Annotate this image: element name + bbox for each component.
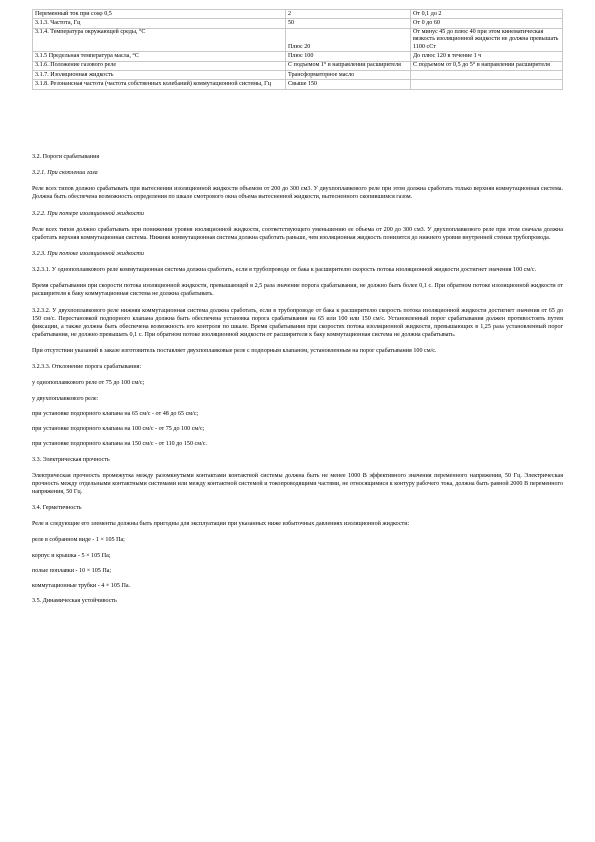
section-heading: 3.4. Герметичность [32,504,82,511]
section-heading: 3.5. Динамическая устойчивость [32,598,117,605]
table-cell-parameter: 3.1.7. Изоляционная жидкость [33,71,286,80]
table-cell-parameter: 3.1.4. Температура окружающей среды, °С [33,28,286,52]
subsection-heading-text: 3.2.3. При потоке изоляционной жидкости [32,251,144,258]
list-item: полые поплавки - 10 × 105 Па; [32,567,112,574]
table-cell-range: От 0 до 60 [411,19,563,28]
subsection-heading [32,169,563,177]
list-item: корпус и крышка - 5 × 105 Па; [32,552,111,559]
paragraph: Электрическая прочность промежутка между разомкнутыми контактами контактной системы должна быть не менее 1000 В эффективного значения переменного напряжения, 50 Гц. Электрическая прочность между отдельными контактными системами или между контактной системой и токопроводящими частями, не относящимися к контуру рабочего тока, должна быть равной 2000 В переменного напряжения, 50 Гц. [32,472,563,495]
table-row [33,19,563,28]
subsection-heading-text: 3.2.2. При потере изоляционной жидкости [32,210,144,217]
table-row [33,52,563,61]
paragraph: 3.2.3.2. У двухпоплавкового реле нижняя коммутационная система должна сработать, если в трубопроводе от бака к расширителю скорость потока изоляционной жидкости достигнет значения от 65 до 150 см/с. Перестановкой подпорного клапана должна быть обеспечена установка порога срабатывания на 65 или 100 или 150 см/с. Установленный порог срабатывания должен противостоять путем фиксации, а также должна быть обеспечена возможность его контроля по шкале. Время срабатывания при скоростях потока изоляционной жидкости, превышающих в 1,25 раза установленный порог срабатывания, не должно превышать 0,1 с. При обратном потоке изоляционной жидкости от расширителя к баку коммутационная система не должна срабатывать. [32,307,563,338]
section-heading: 3.3. Электрическая прочность [32,456,110,463]
table-cell-range [411,71,563,80]
table-cell-nominal: С подъемом 1° в направлении расширителя [286,61,411,70]
table-row [33,61,563,70]
table-cell-parameter: Переменный ток при cosφ 0,5 [33,10,286,19]
table-cell-nominal: Плюс 20 [286,28,411,52]
paragraph: 3.2.3.1. У однопоплавкового реле коммутационная система должна сработать, если в трубопроводе от бака к расширителю скорость потока изоляционной жидкости достигнет значения 100 см/с. [32,267,537,274]
list-item: у однопоплавкового реле от 75 до 100 см/с; [32,380,145,387]
paragraph: При отсутствии указаний в заказе изготовитель поставляет двухпоплавковые реле с подпорным клапаном, установленным на порог срабатывания 100 см/с. [32,347,437,354]
table-cell-nominal: 50 [286,19,411,28]
paragraph: Время срабатывания при скорости потока изоляционной жидкости, превышающей в 2,5 раза значение порога срабатывания, не должно быть более 0,1 с. При обратном потоке изоляционной жидкости от расширителя к баку коммутационная система не должна срабатывать. [32,283,563,298]
list-item: при установке подпорного клапана на 150 см/с - от 110 до 150 см/с. [32,441,207,448]
spec-table [32,9,563,90]
table-cell-range: От 0,1 до 2 [411,10,563,19]
document-body [32,153,563,613]
table-row [33,71,563,80]
table-cell-nominal: Трансформаторное масло [286,71,411,80]
paragraph: 3.2.3.3. Отклонение порога срабатывания: [32,364,142,371]
table-cell-range [411,80,563,89]
paragraph: Реле всех типов должно срабатывать при вытеснении изоляционной жидкости объемом от 200 до 300 см3. У двухпоплавкового реле при этом должна сработать только верхняя коммутационная система. Должна быть обеспечена возможность определения по шкале смотрового окна объема вытесненной жидкости, вытесненного скопившимся газом. [32,186,563,201]
list-item: при установке подпорного клапана на 65 см/с - от 48 до 65 см/с; [32,410,199,417]
table-cell-parameter: 3.1.5 Предельная температура масла, °С [33,52,286,61]
table-cell-range: От минус 45 до плюс 40 при этом кинематическая вязкость изоляционной жидкости не должна превышать 1100 сСт [411,28,563,52]
table-cell-parameter: 3.1.6. Положение газового реле [33,61,286,70]
table-cell-range: До плюс 120 в течение 1 ч [411,52,563,61]
list-item: при установке подпорного клапана на 100 см/с - от 75 до 100 см/с; [32,426,205,433]
list-item: коммутационные трубки - 4 × 105 Па. [32,583,131,590]
table-cell-parameter: 3.1.8. Резонансная частота (частота собственных колебаний) коммутационной системы, Гц [33,80,286,89]
subsection-heading [32,250,563,258]
table-row [33,10,563,19]
table-cell-parameter: 3.1.3. Частота, Гц [33,19,286,28]
list-item: у двухпоплавкового реле: [32,395,99,402]
table-cell-nominal: Плюс 100 [286,52,411,61]
paragraph: Реле и следующие его элементы должны быть пригодны для эксплуатации при указанных ниже избыточных давлениях изоляционной жидкости: [32,521,410,528]
table-cell-nominal: 2 [286,10,411,19]
section-heading: 3.2. Пороги срабатывания [32,154,100,160]
spec-table-body [33,10,563,90]
table-row [33,80,563,89]
subsection-heading-text: 3.2.1. При скоплении газа [32,170,98,177]
table-cell-range: С подъемом от 0,5 до 5° в направлении расширителя [411,61,563,70]
table-row [33,28,563,52]
subsection-heading [32,210,563,218]
table-cell-nominal: Свыше 150 [286,80,411,89]
list-item: реле в собранном виде - 1 × 105 Па; [32,537,125,544]
paragraph: Реле всех типов должно срабатывать при понижении уровня изоляционной жидкости, соответствующего уменьшению ее объема от 200 до 300 см3. У двухпоплавкового реле при этом сначала должна сработать верхняя коммутационная система. Нижняя коммутационная система должна сработать раньше, чем изоляционная жидкость понизится до нижнего уровня внутренней стенки трубопровода. [32,226,563,241]
